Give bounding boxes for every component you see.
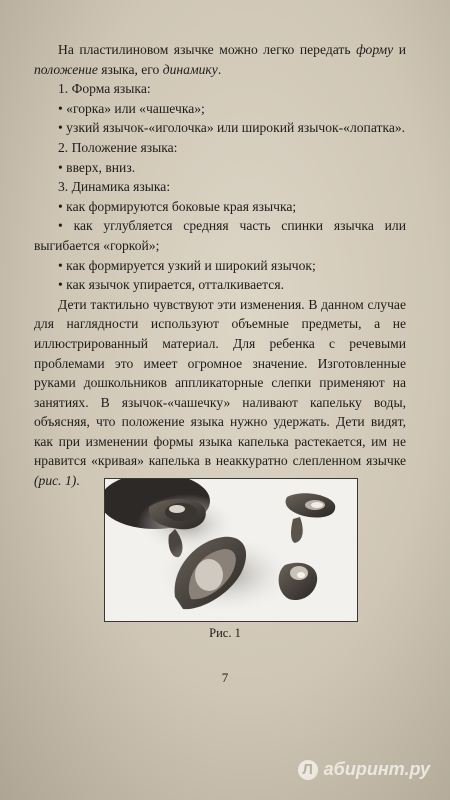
intro-text-b: и <box>393 42 406 57</box>
watermark <box>298 759 430 780</box>
intro-text-c: языка, его <box>97 61 163 77</box>
section-3-item: • как формируется узкий и широкий язычок; <box>34 256 406 276</box>
section-3-item: • как язычок упирается, отталкивается. <box>34 275 406 295</box>
page-number: 7 <box>221 670 229 685</box>
figure-reference: (рис. 1) <box>34 473 77 489</box>
clay-tongues-photo <box>105 479 357 621</box>
term-form: форму <box>356 42 394 57</box>
labirint-logo-icon: Л <box>298 760 318 780</box>
section-3-item: • как углубляется средняя часть спинки язычка или выгибается «горкой»; <box>34 216 406 255</box>
section-2-heading: 2. Положение языка: <box>58 139 178 155</box>
main-paragraph-end: . <box>76 473 80 489</box>
section-1-heading: 1. Форма языка: <box>58 81 151 97</box>
term-position: положение <box>34 61 98 77</box>
section-1-item: • узкий язычок-«иголочка» или широкий язычок-«лопатка». <box>34 118 406 138</box>
figure-caption: Рис. 1 <box>209 626 241 640</box>
section-1-item: • «горка» или «чашечка»; <box>34 99 406 119</box>
term-dynamics: динамику <box>162 61 218 77</box>
intro-text-d: . <box>217 61 222 77</box>
intro-text-a: На пластилиновом язычке можно легко передать <box>58 42 357 57</box>
section-3-heading: 3. Динамика языка: <box>58 179 171 195</box>
figure-photo <box>104 478 358 622</box>
main-paragraph <box>34 295 406 491</box>
section-2-item: • вверх, вниз. <box>34 158 406 178</box>
watermark-text: абиринт.ру <box>323 759 430 779</box>
body-text <box>34 40 406 491</box>
section-3-item: • как формируются боковые края язычка; <box>34 197 406 217</box>
main-paragraph-text: Дети тактильно чувствуют эти изменения. В данном случае для наглядности используют объемные предметы, а не иллюстрированный материал. Для ребенка с речевыми проблемами это имеет огромное значение. Изготовленные руками дошкольников аппликаторные слепки применяют на занятиях. В язычок-«чашечку» наливают капельку воды, объясняя, что положение языка нужно удержать. Дети видят, как при изменении формы языка капелька растекается, им не нравится «кривая» капелька в неаккуратно слепленном язычке <box>34 296 406 469</box>
intro-paragraph <box>34 40 406 79</box>
